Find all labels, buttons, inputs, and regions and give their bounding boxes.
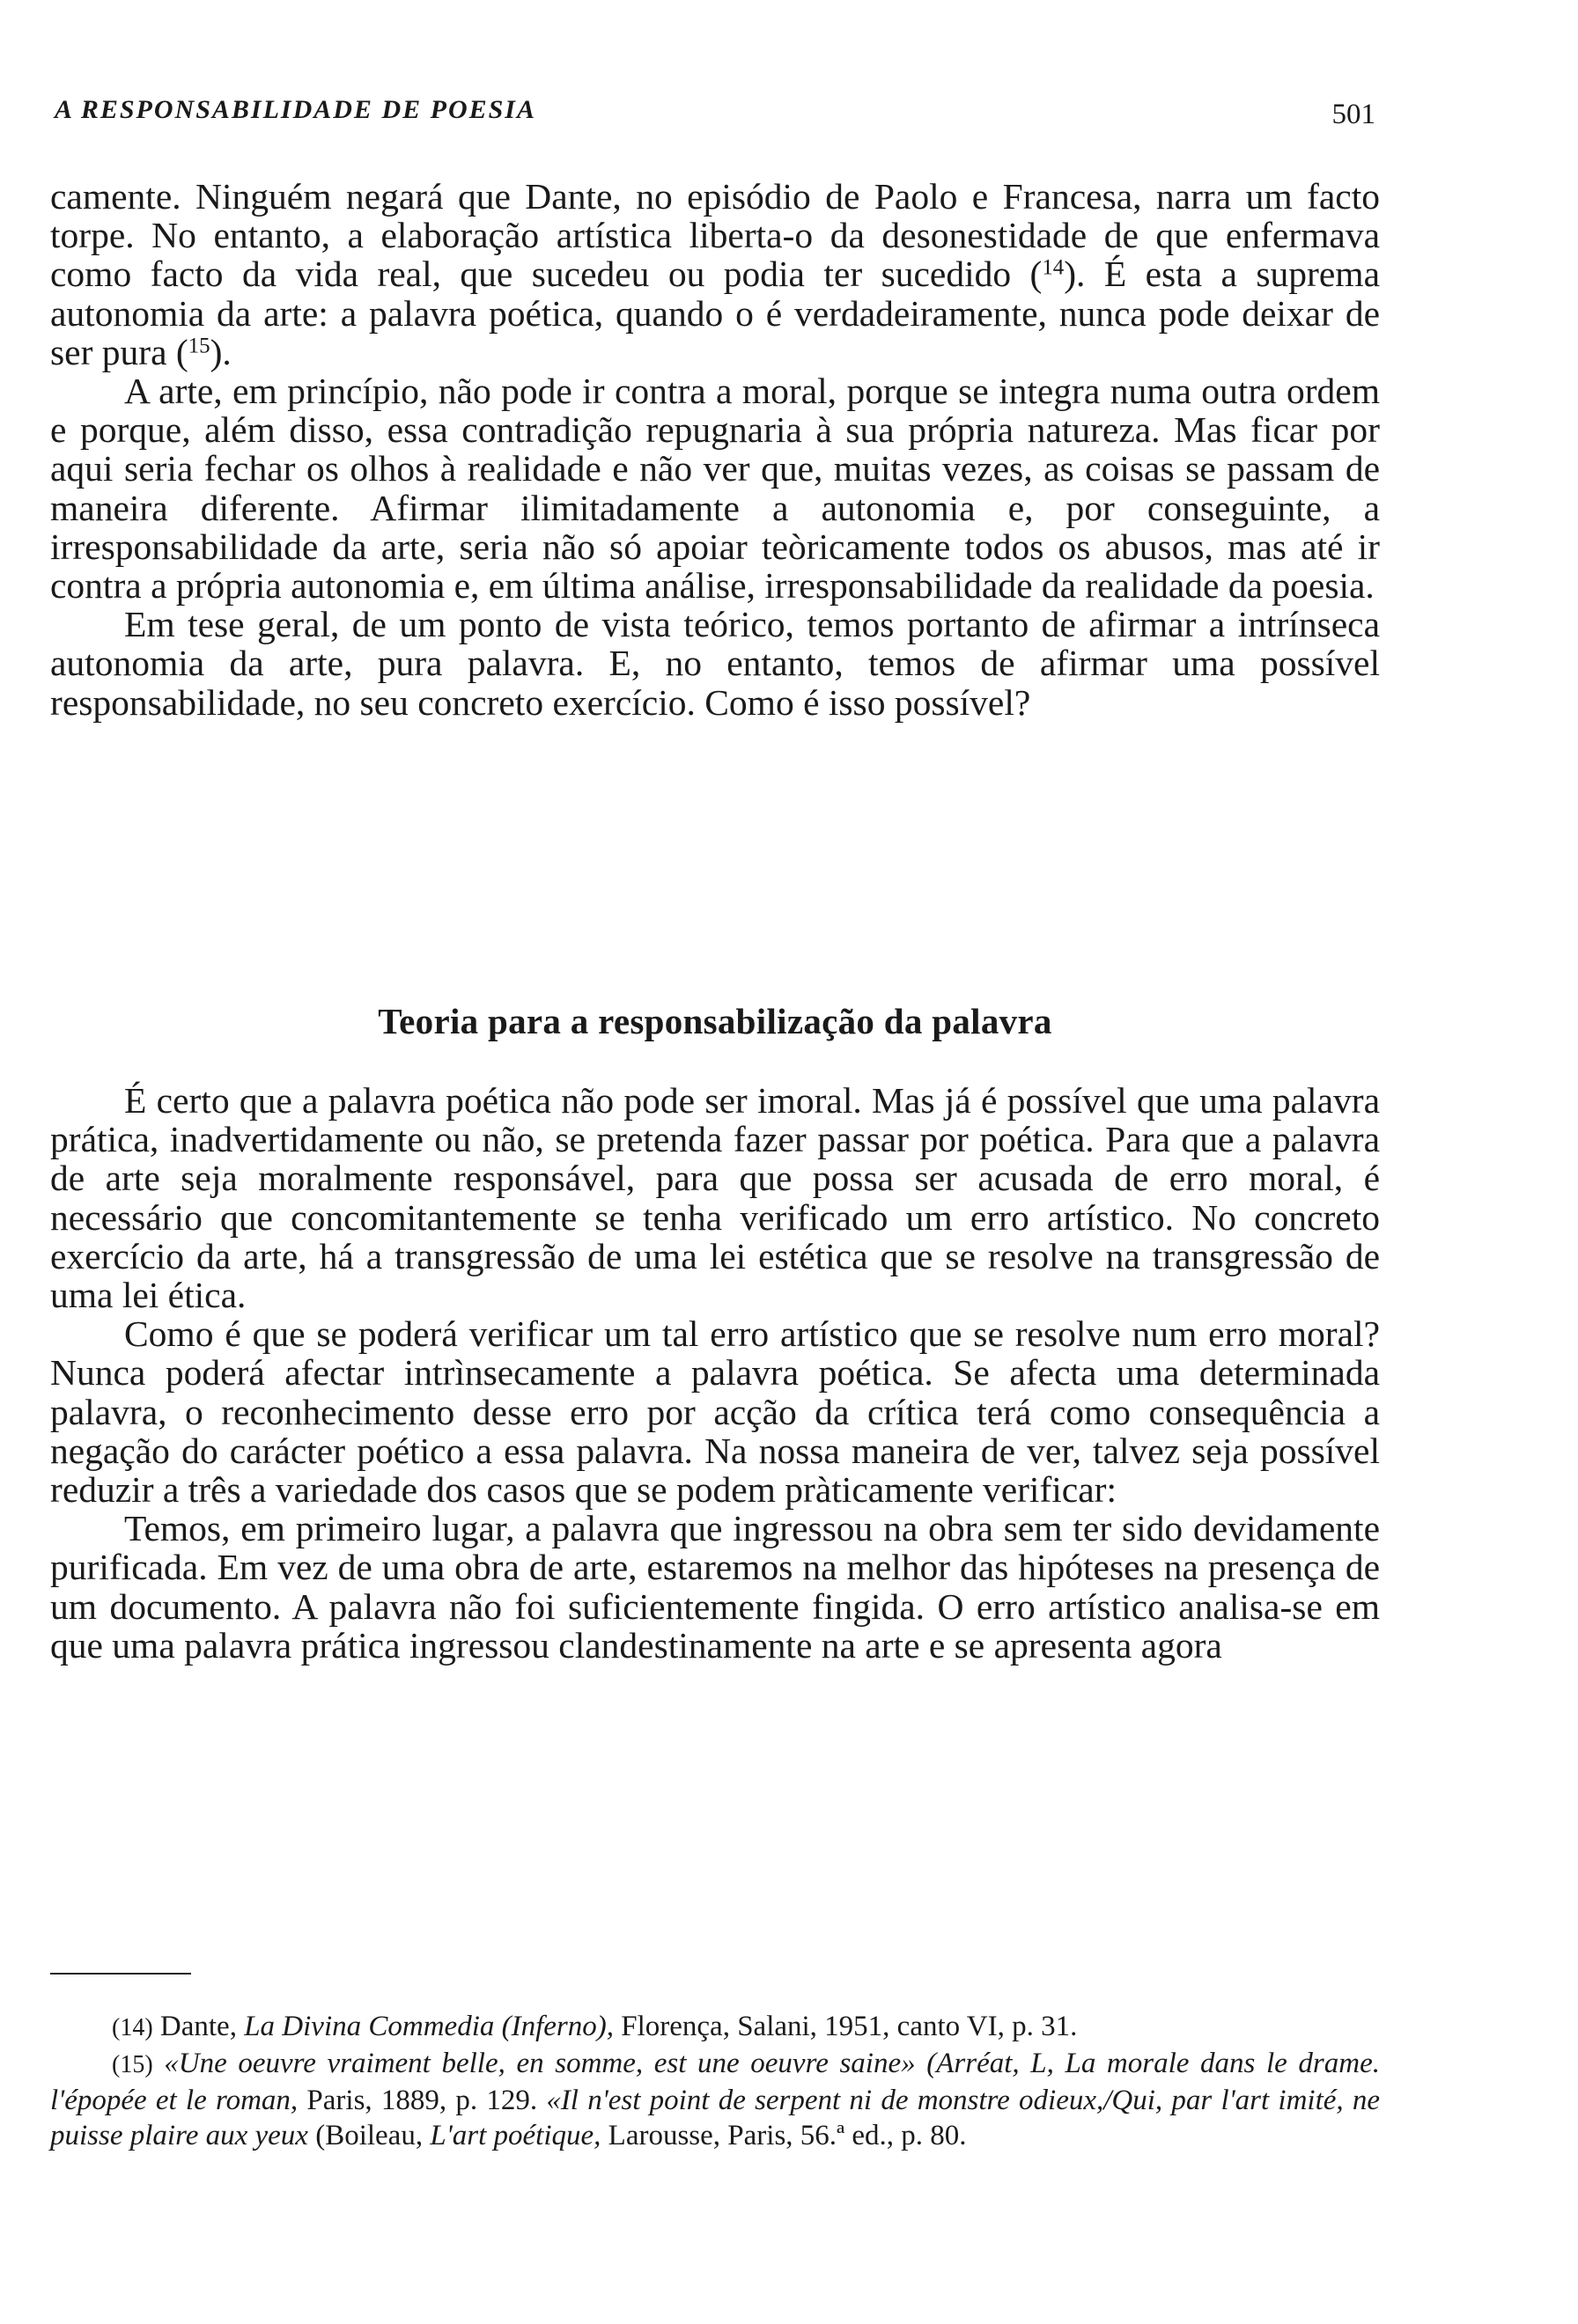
paragraph-text: ).	[210, 331, 232, 372]
footnote-ref-15[interactable]: 15	[188, 334, 210, 358]
footnote-quote: «Une oeuvre vraiment belle, en somme, est une oeuvre saine» (Arréat, L, La morale dans le drame. l'épopée et le roman,	[50, 2048, 1380, 2116]
footnote-number: (15)	[112, 2051, 153, 2078]
footnote-15	[50, 2046, 1380, 2153]
paragraph: É certo que a palavra poética não pode ser imoral. Mas já é possível que uma palavra prática, inadvertidamente ou não, se pretenda fazer passar por poética. Para que a palavra de arte seja moralmente responsável, para que possa ser acusada de erro moral, é necessário que concomitantemente se tenha verificado um erro artístico. No concreto exercício da arte, há a transgressão de uma lei estética que se resolve na transgressão de uma lei ética.	[50, 1080, 1380, 1316]
running-title: A RESPONSABILIDADE DE POESIA	[55, 95, 536, 124]
body-text-bottom	[50, 1081, 1380, 1665]
footnote-citation: (Boileau,	[315, 2120, 424, 2151]
running-header	[55, 95, 1375, 134]
paragraph: Como é que se poderá verificar um tal erro artístico que se resolve num erro moral? Nunca poderá afectar intrìnsecamente a palavra poética. Se afecta uma determinada palavra, o reconhecimento desse erro por acção da crítica terá como consequência a negação do carácter poético a essa palavra. Na nossa maneira de ver, talvez seja possível reduzir a três a variedade dos casos que se podem pràticamente verificar:	[50, 1313, 1380, 1511]
paragraph-continuation	[50, 177, 1380, 371]
footnote-divider	[50, 1973, 191, 1975]
paragraph-text: ). É esta a suprema autonomia da arte: a palavra poética, quando o é verdadeiramente, nunca pode deixar de ser pura (	[50, 254, 1380, 372]
page-number: 501	[1331, 99, 1375, 130]
footnotes	[50, 2009, 1380, 2153]
footnote-quote: «Il n'est point de serpent ni de monstre odieux,/Qui, par l'art imité, ne puisse plaire aux yeux	[50, 2085, 1381, 2151]
footnote-work-title: L'art poétique,	[430, 2120, 601, 2151]
footnote-ref-14[interactable]: 14	[1042, 255, 1065, 280]
footnote-work-title: La Divina Commedia (Inferno),	[244, 2011, 614, 2042]
paragraph: Temos, em primeiro lugar, a palavra que ingressou na obra sem ter sido devidamente purificada. Em vez de uma obra de arte, estaremos na melhor das hipóteses na presença de um documento. A palavra não foi suficientemente fingida. O erro artístico analisa-se em que uma palavra prática ingressou clandestinamente na arte e se apresenta agora	[50, 1508, 1380, 1666]
section-heading: Teoria para a responsabilização da palavra	[378, 1001, 1052, 1041]
paragraph-text: camente. Ninguém negará que Dante, no episódio de Paolo e Francesa, narra um facto torpe. No entanto, a elaboração artística liberta-o da desonestidade de que enfermava como facto da vida real, que sucedeu ou podia ter sucedido (	[50, 176, 1380, 295]
footnote-number: (14)	[112, 2014, 153, 2041]
footnote-14	[50, 2009, 1380, 2046]
body-text-top	[50, 177, 1380, 722]
footnote-citation: Paris, 1889, p. 129.	[306, 2085, 538, 2116]
paragraph: Em tese geral, de um ponto de vista teórico, temos portanto de afirmar a intrínseca autonomia da arte, pura palavra. E, no entanto, temos de afirmar uma possível responsabilidade, no seu concreto exercício. Como é isso possível?	[50, 604, 1380, 723]
paragraph: A arte, em princípio, não pode ir contra a moral, porque se integra numa outra ordem e porque, além disso, essa contradição repugnaria à sua própria natureza. Mas ficar por aqui seria fechar os olhos à realidade e não ver que, muitas vezes, as coisas se passam de maneira diferente. Afirmar ilimitadamente a autonomia e, por conseguinte, a irresponsabilidade da arte, seria não só apoiar teòricamente todos os abusos, mas até ir contra a própria autonomia e, em última análise, irresponsabilidade da realidade da poesia.	[50, 371, 1380, 607]
footnote-author: Dante,	[159, 2011, 237, 2042]
footnote-citation: Florença, Salani, 1951, canto VI, p. 31.	[621, 2011, 1078, 2042]
footnote-citation: Larousse, Paris, 56.ª ed., p. 80.	[608, 2120, 967, 2151]
